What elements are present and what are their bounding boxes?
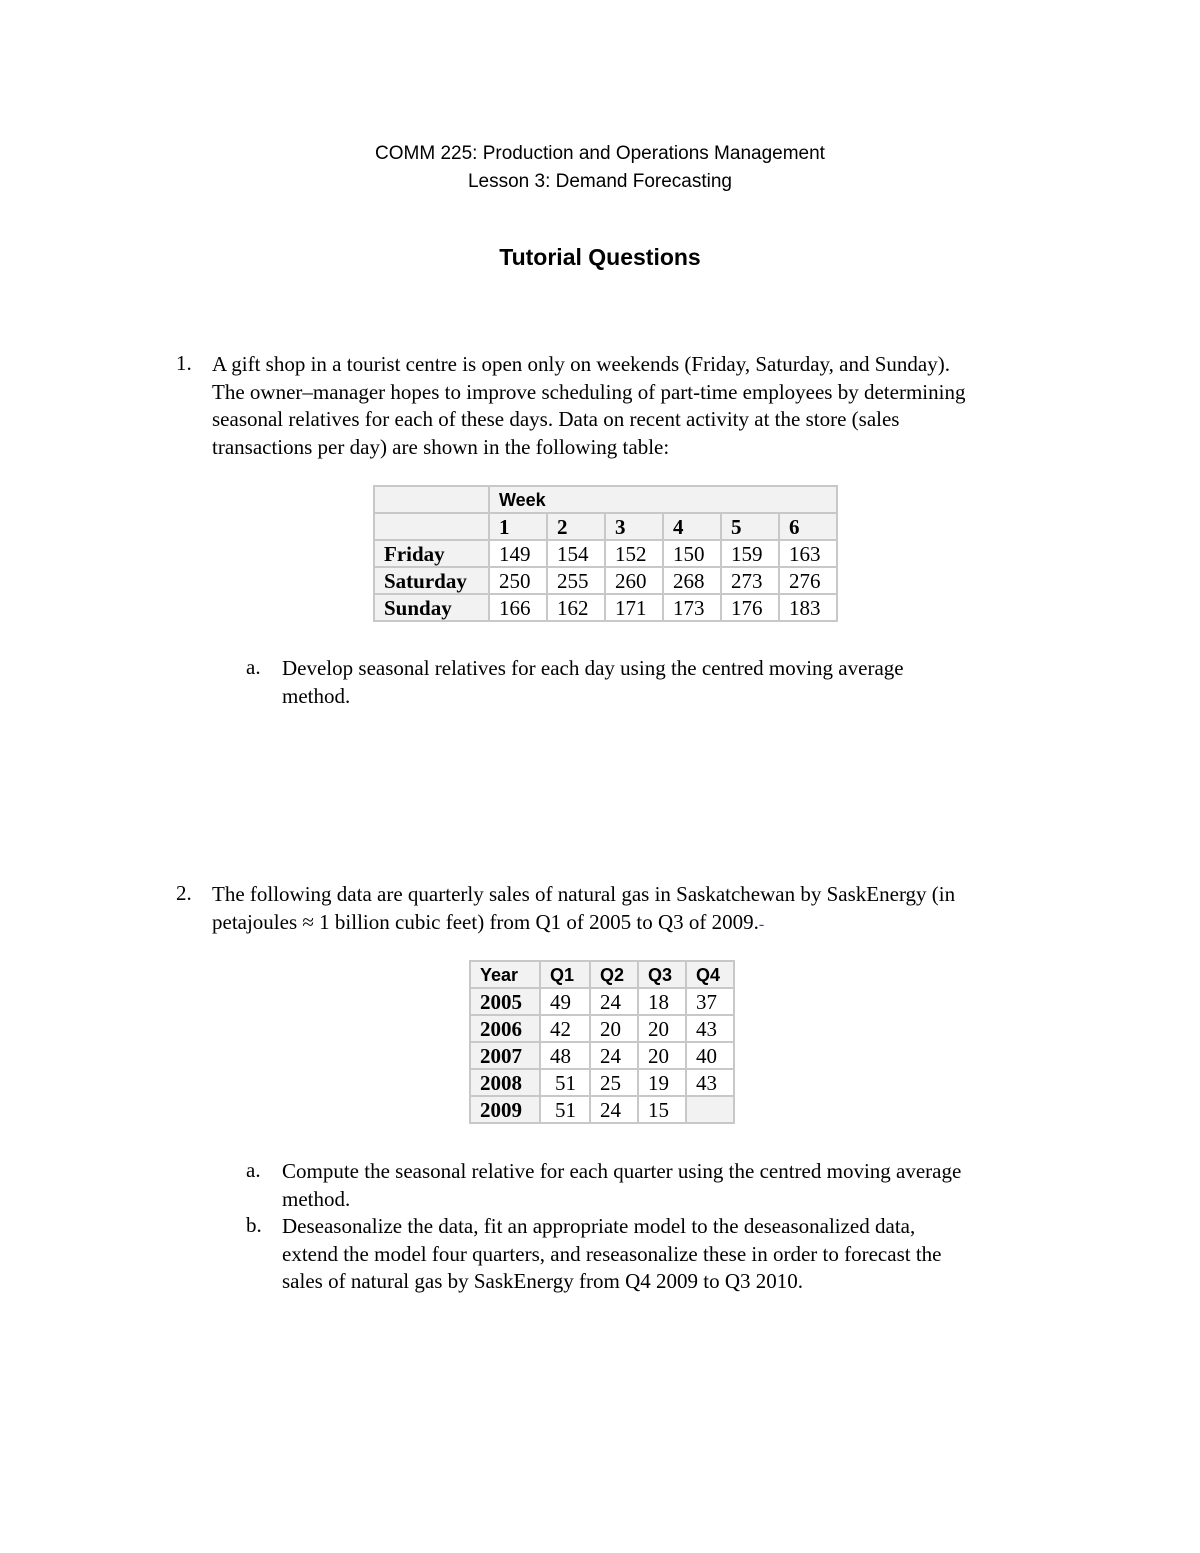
part-line: Develop seasonal relatives for each day using the centred moving average bbox=[282, 656, 904, 680]
part-1a-letter: a. bbox=[246, 655, 261, 679]
table-cell: 42 bbox=[540, 1015, 590, 1042]
table-cell: 162 bbox=[547, 594, 605, 621]
table-header-row bbox=[374, 486, 837, 513]
question-2-number: 2. bbox=[176, 881, 192, 905]
table-cell: 20 bbox=[638, 1042, 686, 1069]
table-cell: 25 bbox=[590, 1069, 638, 1096]
table-cell: 20 bbox=[590, 1015, 638, 1042]
course-title: COMM 225: Production and Operations Management bbox=[375, 143, 825, 164]
part-2a-text bbox=[282, 1158, 961, 1213]
part-1a-text bbox=[282, 655, 904, 710]
table-header-row bbox=[374, 513, 837, 540]
table-cell: 24 bbox=[590, 1042, 638, 1069]
table-cell: 250 bbox=[489, 567, 547, 594]
question-1-line: The owner–manager hopes to improve scheduling of part-time employees by determining bbox=[212, 379, 966, 404]
part-line: Deseasonalize the data, fit an appropriate model to the deseasonalized data, bbox=[282, 1214, 916, 1238]
part-line: Compute the seasonal relative for each quarter using the centred moving average bbox=[282, 1159, 962, 1183]
part-line: extend the model four quarters, and reseasonalize these in order to forecast the bbox=[282, 1241, 942, 1266]
table-row bbox=[470, 1069, 734, 1096]
column-header: 4 bbox=[663, 513, 721, 540]
paragraph-anchor-mark: - bbox=[758, 915, 765, 933]
table-row bbox=[470, 1015, 734, 1042]
table-cell: 166 bbox=[489, 594, 547, 621]
column-header: 5 bbox=[721, 513, 779, 540]
question-1-line: seasonal relatives for each of these days. Data on recent activity at the store (sales bbox=[212, 407, 900, 431]
table-cell: 24 bbox=[590, 1096, 638, 1123]
table-cell: 18 bbox=[638, 988, 686, 1015]
table-cell: 273 bbox=[721, 567, 779, 594]
table-cell bbox=[686, 1096, 734, 1123]
table-header-row bbox=[470, 961, 734, 988]
table-row bbox=[470, 1042, 734, 1069]
table-cell: 268 bbox=[663, 567, 721, 594]
table-cell: 255 bbox=[547, 567, 605, 594]
part-2a-letter: a. bbox=[246, 1158, 261, 1182]
table-corner-cell bbox=[374, 486, 489, 513]
row-label: 2007 bbox=[470, 1042, 540, 1069]
page-title: Tutorial Questions bbox=[499, 244, 701, 270]
table-cell: 163 bbox=[779, 540, 837, 567]
column-header: Year bbox=[470, 961, 540, 988]
row-label: 2009 bbox=[470, 1096, 540, 1123]
table-cell: 51 bbox=[540, 1096, 590, 1123]
week-group-header: Week bbox=[489, 486, 837, 513]
table-cell: 171 bbox=[605, 594, 663, 621]
row-label: 2008 bbox=[470, 1069, 540, 1096]
part-2b-letter: b. bbox=[246, 1213, 262, 1237]
column-header: Q3 bbox=[638, 961, 686, 988]
question-1-text bbox=[212, 351, 965, 461]
row-label: Sunday bbox=[374, 594, 489, 621]
table-cell: 51 bbox=[540, 1069, 590, 1096]
table-cell: 159 bbox=[721, 540, 779, 567]
column-header: Q4 bbox=[686, 961, 734, 988]
table-row bbox=[374, 567, 837, 594]
column-header: 6 bbox=[779, 513, 837, 540]
quarterly-gas-sales-table bbox=[469, 960, 735, 1124]
question-2-text bbox=[212, 881, 955, 938]
table-cell: 43 bbox=[686, 1015, 734, 1042]
column-header: 1 bbox=[489, 513, 547, 540]
question-1-number: 1. bbox=[176, 351, 192, 375]
table-row bbox=[374, 594, 837, 621]
row-label: Saturday bbox=[374, 567, 489, 594]
question-1-line: A gift shop in a tourist centre is open only on weekends (Friday, Saturday, and Sunday). bbox=[212, 352, 950, 376]
table-cell: 43 bbox=[686, 1069, 734, 1096]
column-header: Q2 bbox=[590, 961, 638, 988]
column-header: Q1 bbox=[540, 961, 590, 988]
table-cell: 176 bbox=[721, 594, 779, 621]
table-cell: 20 bbox=[638, 1015, 686, 1042]
question-2-line-wrap bbox=[212, 909, 955, 939]
table-cell: 37 bbox=[686, 988, 734, 1015]
question-2-line: The following data are quarterly sales of natural gas in Saskatchewan by SaskEnergy (in bbox=[212, 882, 956, 906]
table-cell: 183 bbox=[779, 594, 837, 621]
table-cell: 24 bbox=[590, 988, 638, 1015]
part-2b-text bbox=[282, 1213, 941, 1296]
part-line: sales of natural gas by SaskEnergy from Q4 2009 to Q3 2010. bbox=[282, 1269, 804, 1293]
table-cell: 15 bbox=[638, 1096, 686, 1123]
table-cell: 152 bbox=[605, 540, 663, 567]
question-2-line: petajoules ≈ 1 billion cubic feet) from Q1 of 2005 to Q3 of 2009. bbox=[212, 909, 759, 934]
row-label: 2006 bbox=[470, 1015, 540, 1042]
row-label: 2005 bbox=[470, 988, 540, 1015]
table-cell: 48 bbox=[540, 1042, 590, 1069]
table-cell: 49 bbox=[540, 988, 590, 1015]
column-header: 2 bbox=[547, 513, 605, 540]
table-cell: 150 bbox=[663, 540, 721, 567]
table-cell: 19 bbox=[638, 1069, 686, 1096]
part-line: method. bbox=[282, 683, 351, 708]
table-row bbox=[374, 540, 837, 567]
weekly-sales-table bbox=[373, 485, 838, 622]
row-label: Friday bbox=[374, 540, 489, 567]
table-cell: 40 bbox=[686, 1042, 734, 1069]
table-cell: 260 bbox=[605, 567, 663, 594]
part-line: method. bbox=[282, 1186, 351, 1211]
question-1-line: transactions per day) are shown in the following table: bbox=[212, 434, 670, 459]
table-row bbox=[470, 988, 734, 1015]
table-cell: 276 bbox=[779, 567, 837, 594]
table-cell: 173 bbox=[663, 594, 721, 621]
table-cell: 149 bbox=[489, 540, 547, 567]
lesson-title: Lesson 3: Demand Forecasting bbox=[467, 171, 733, 192]
table-corner-cell bbox=[374, 513, 489, 540]
column-header: 3 bbox=[605, 513, 663, 540]
table-row bbox=[470, 1096, 734, 1123]
table-cell: 154 bbox=[547, 540, 605, 567]
